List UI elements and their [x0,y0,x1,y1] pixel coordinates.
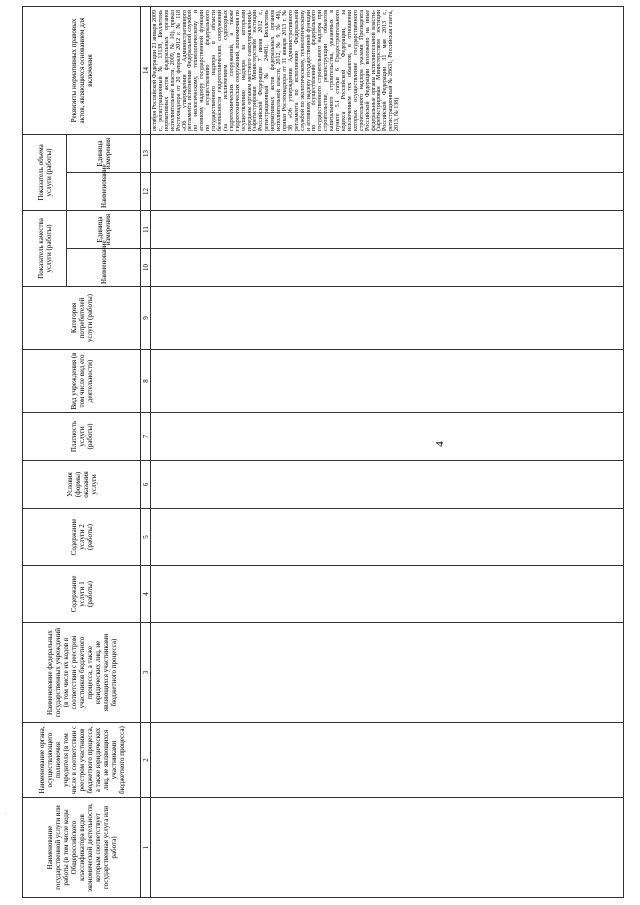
column-number: 1 [141,798,151,898]
subheader-quality-unit: Единица измерения [67,210,141,248]
header-legal-acts: Реквизиты нормативных правовых актов, являющихся основанием для включения [23,6,141,134]
column-number: 5 [141,509,151,566]
column-number: 10 [141,249,151,287]
column-number: 8 [141,350,151,413]
header-founder-body: Наименование органа, осуществляющего полномочия учредителя (в том числе в соответствии с реестром участников бюджетного процесса, а также юридических лиц, не являющихся участниками бюджетного процесса) [23,723,141,798]
subheader-volume-unit: Единица измерения [67,134,141,172]
document-sheet [22,7,624,898]
cell-content-1 [151,566,624,623]
column-number: 4 [141,566,151,623]
column-number: 6 [141,461,151,509]
cell-paid [151,413,624,461]
column-number: 7 [141,413,151,461]
cell-volume-name [151,172,624,210]
cell-service-name [151,798,624,898]
header-service-name: Наименование государственной услуги или работы (в том числе коды Общероссийского классификатора видов экономической деятельности, которым соответствует государственная услуга или работа) [23,798,141,898]
cell-volume-unit [151,134,624,172]
column-number: 2 [141,723,151,798]
header-institutions: Наименование федеральных государственных учреждений (в том числе их кодов в соответствии с реестром участников бюджетного процесса, а также юридических лиц, не являющихся участниками бюджетного процесса) [23,623,141,723]
header-quality: Показатель качества услуги (работы) [23,210,67,286]
cell-conditions [151,461,624,509]
registry-table [22,6,624,898]
header-conditions: Условия (формы) оказания услуги [23,461,141,509]
subheader-quality-name: Наименование [67,249,141,287]
header-row [23,6,67,897]
column-number: 12 [141,172,151,210]
column-number: 3 [141,623,151,723]
column-number: 11 [141,210,151,248]
page-number: 4 [433,441,446,447]
header-paid: Платность услуги (работы) [23,413,141,461]
column-number-row [141,6,151,897]
header-consumers: Категория потребителей услуги (работы) [23,287,141,350]
cell-quality-name [151,249,624,287]
cell-quality-unit [151,210,624,248]
margin-mark: · [4,812,6,818]
column-number: 14 [141,6,151,134]
header-content-2: Содержание услуги 2 (работы) [23,509,141,566]
column-number: 9 [141,287,151,350]
cell-legal-acts: октября Российской Федерации 21 января 2009 г., регистрационный № 13138, Бюллетень нормативных актов федеральных органов исполнительной власти, 2009, № 10), приказ Ростехнадзора от 20 февраля 2012 г. № 118 «Об утверждении Административного регламента исполнения Федеральной службой по экологическому, технологическому и атомному надзору государственной функции по осуществлению федерального государственного надзора в области безопасности гидротехнических сооружений (за исключением судоходных гидротехнических сооружений, а также гидротехнических сооружений, полномочия по осуществлению надзора за которыми переданы органам местного самоуправления)» (зарегистрирован Министерством юстиции Российской Федерации 7 июня 2012 г., регистрационный № 24481; Бюллетень нормативных актов федеральных органов исполнительной власти, 2012, № 9, № 48), приказ Ростехнадзора от 31 января 2013 г. № 38 «Об утверждении Административного регламента по исполнению Федеральной службой по экологическому, технологическому и атомному надзору государственной функции по осуществлению федерального государственного строительного надзора при строительстве, реконструкции объектов капитального строительства, указанных в пункте 5.1 статьи 6 Градостроительного кодекса Российской Федерации, за исключением тех объектов, в отношении которых осуществление государственного строительного надзора указами Президента Российской Федерации возложено на иные федеральные органы исполнительной власти» (зарегистрирован Министерством юстиции Российской Федерации 31 мая 2013 г., регистрационный № 28631, Российская газета, 2013, № 138) [151,6,624,134]
header-content-1: Содержание услуги 1 (работы) [23,566,141,623]
header-institution-type: Вид учреждения (в том числе вид его деятельности) [23,350,141,413]
cell-founder-body [151,723,624,798]
cell-institutions [151,623,624,723]
table-row [151,6,624,897]
subheader-volume-name: Наименование [67,172,141,210]
header-volume: Показатель объема услуги (работы) [23,134,67,210]
cell-institution-type [151,350,624,413]
column-number: 13 [141,134,151,172]
cell-consumers [151,287,624,350]
cell-content-2 [151,509,624,566]
rotated-registry-table [22,7,624,898]
